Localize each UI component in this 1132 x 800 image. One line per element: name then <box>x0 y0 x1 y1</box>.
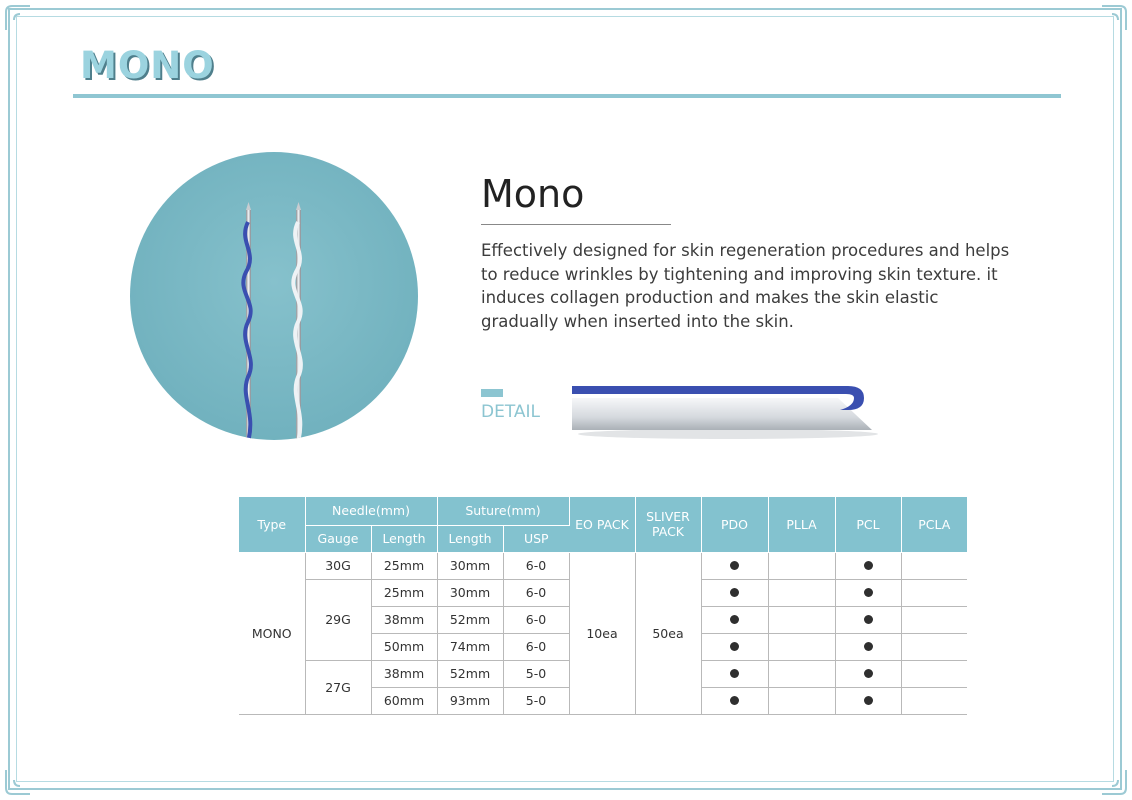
plla-cell <box>768 579 835 606</box>
suture-length-cell: 52mm <box>437 606 503 633</box>
needle-detail-image <box>568 380 884 442</box>
pcl-cell <box>835 606 901 633</box>
needle-length-cell: 25mm <box>371 579 437 606</box>
header-divider <box>73 94 1061 98</box>
suture-length-cell: 74mm <box>437 633 503 660</box>
product-description: Effectively designed for skin regeneration procedures and helps to reduce wrinkles by tightening and improving skin texture. it induces collagen production and makes the skin elastic gradually when inserted into the skin. <box>481 241 1010 331</box>
spec-table <box>239 497 967 715</box>
header-type: Type <box>239 497 305 552</box>
pcla-cell <box>901 660 967 687</box>
header-suture-length: Length <box>437 525 503 552</box>
pdo-cell <box>701 687 768 714</box>
usp-cell: 5-0 <box>503 660 569 687</box>
header-suture: Suture(mm) <box>437 497 569 525</box>
pcl-cell <box>835 633 901 660</box>
availability-dot-icon <box>864 642 873 651</box>
availability-dot-icon <box>730 561 739 570</box>
needle-length-cell: 50mm <box>371 633 437 660</box>
corner-ornament-icon <box>1100 768 1128 796</box>
table-row <box>239 552 967 579</box>
plla-cell <box>768 552 835 579</box>
gauge-cell: 29G <box>305 579 371 660</box>
plla-cell <box>768 660 835 687</box>
pdo-cell <box>701 552 768 579</box>
page-title: MONO <box>80 44 215 87</box>
pcl-cell <box>835 687 901 714</box>
pcla-cell <box>901 687 967 714</box>
title-divider <box>481 224 671 225</box>
availability-dot-icon <box>864 561 873 570</box>
pcla-cell <box>901 552 967 579</box>
suture-length-cell: 30mm <box>437 552 503 579</box>
pcla-cell <box>901 606 967 633</box>
needle-length-cell: 25mm <box>371 552 437 579</box>
availability-dot-icon <box>864 696 873 705</box>
usp-cell: 6-0 <box>503 606 569 633</box>
corner-ornament-icon <box>4 768 32 796</box>
detail-accent-bar <box>481 389 503 397</box>
availability-dot-icon <box>730 696 739 705</box>
header-usp: USP <box>503 525 569 552</box>
pdo-cell <box>701 660 768 687</box>
type-cell: MONO <box>239 552 305 714</box>
eo-pack-cell: 10ea <box>569 552 635 714</box>
needle-length-cell: 60mm <box>371 687 437 714</box>
header-plla: PLLA <box>768 497 835 552</box>
availability-dot-icon <box>730 588 739 597</box>
pcla-cell <box>901 633 967 660</box>
usp-cell: 6-0 <box>503 579 569 606</box>
gauge-cell: 27G <box>305 660 371 714</box>
header-eo-pack: EO PACK <box>569 497 635 552</box>
sliver-pack-cell: 50ea <box>635 552 701 714</box>
header-pcl: PCL <box>835 497 901 552</box>
header-gauge: Gauge <box>305 525 371 552</box>
suture-length-cell: 30mm <box>437 579 503 606</box>
availability-dot-icon <box>864 588 873 597</box>
header-sliver-pack: SLIVER PACK <box>635 497 701 552</box>
availability-dot-icon <box>730 669 739 678</box>
pcl-cell <box>835 552 901 579</box>
gauge-cell: 30G <box>305 552 371 579</box>
suture-length-cell: 93mm <box>437 687 503 714</box>
pcl-cell <box>835 660 901 687</box>
product-photo <box>130 152 418 440</box>
pcl-cell <box>835 579 901 606</box>
usp-cell: 5-0 <box>503 687 569 714</box>
pdo-cell <box>701 633 768 660</box>
availability-dot-icon <box>864 615 873 624</box>
header-pdo: PDO <box>701 497 768 552</box>
pdo-cell <box>701 579 768 606</box>
availability-dot-icon <box>730 615 739 624</box>
header-pcla: PCLA <box>901 497 967 552</box>
header-needle-length: Length <box>371 525 437 552</box>
availability-dot-icon <box>864 669 873 678</box>
needle-length-cell: 38mm <box>371 660 437 687</box>
usp-cell: 6-0 <box>503 633 569 660</box>
product-title: Mono <box>481 172 585 216</box>
plla-cell <box>768 687 835 714</box>
pdo-cell <box>701 606 768 633</box>
corner-ornament-icon <box>1100 4 1128 32</box>
suture-length-cell: 52mm <box>437 660 503 687</box>
plla-cell <box>768 633 835 660</box>
plla-cell <box>768 606 835 633</box>
corner-ornament-icon <box>4 4 32 32</box>
detail-label: DETAIL <box>481 402 541 422</box>
pcla-cell <box>901 579 967 606</box>
needle-length-cell: 38mm <box>371 606 437 633</box>
usp-cell: 6-0 <box>503 552 569 579</box>
availability-dot-icon <box>730 642 739 651</box>
header-needle: Needle(mm) <box>305 497 437 525</box>
